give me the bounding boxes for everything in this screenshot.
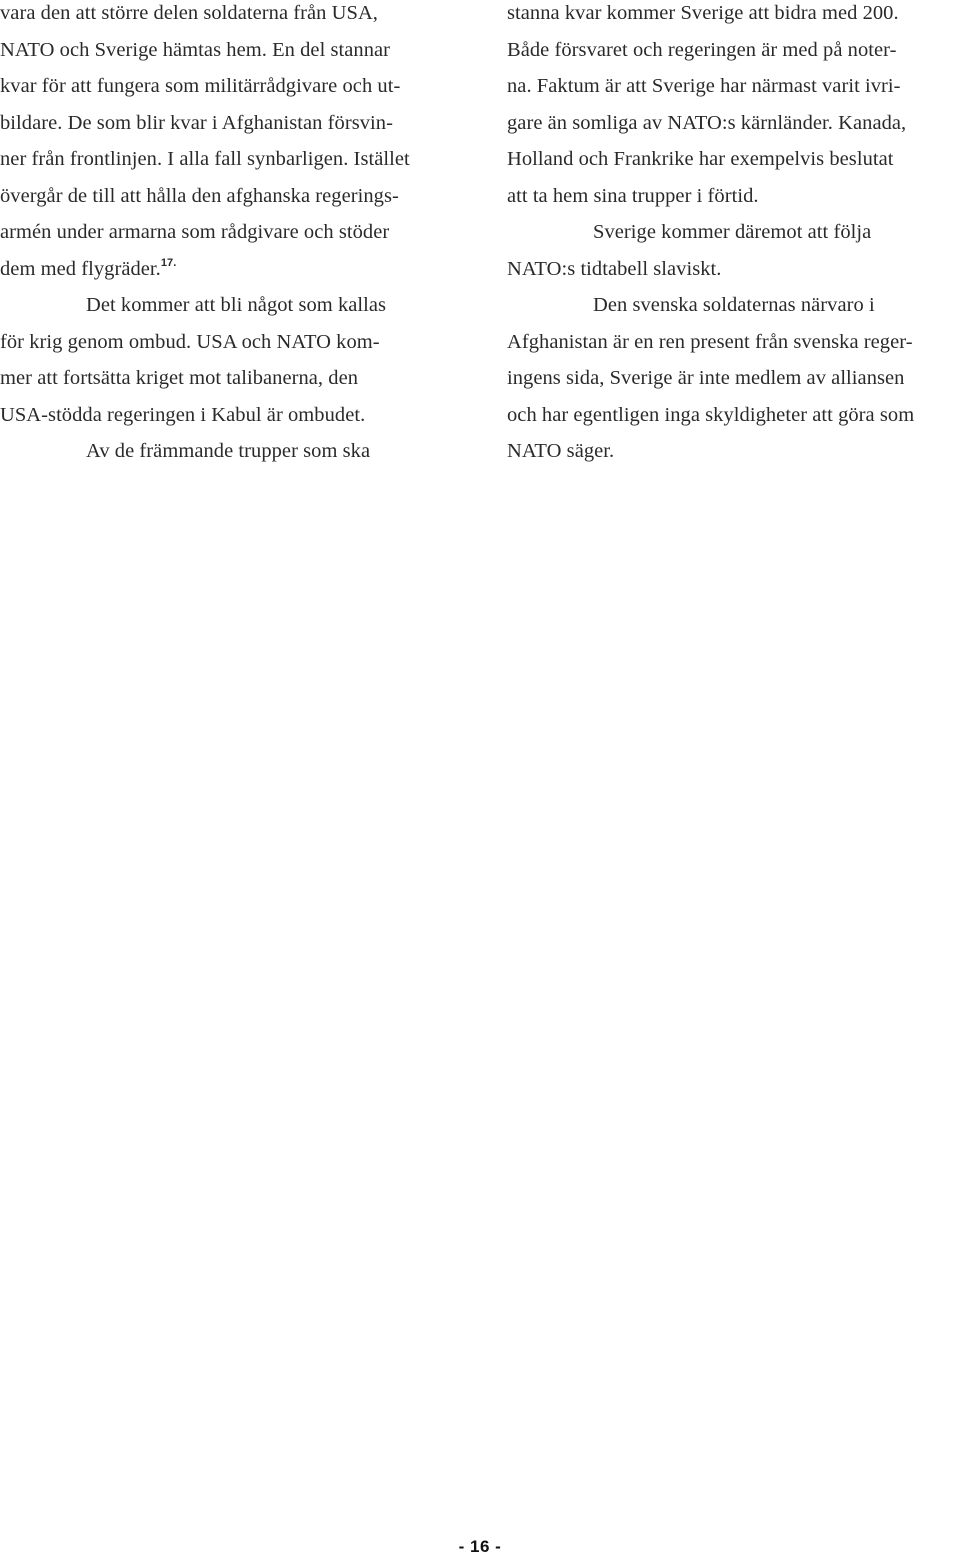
text-line: och har egentligen inga skyldigheter att göra som xyxy=(507,403,915,426)
paragraph-start-line: Sverige kommer däremot att följa xyxy=(593,221,872,243)
paragraph-start-line: Det kommer att bli något som kallas xyxy=(86,294,387,316)
right-text-column xyxy=(507,0,960,475)
paragraph-start-line: Av de främmande trupper som ska xyxy=(86,440,371,462)
text-line: NATO och Sverige hämtas hem. En del stannar xyxy=(0,38,391,61)
text-fragment: dem med flygräder. xyxy=(0,257,161,280)
text-line: na. Faktum är att Sverige har närmast varit ivri- xyxy=(507,75,901,97)
text-line: vara den att större delen soldaterna från USA, xyxy=(0,2,378,24)
paragraph-start-line: Den svenska soldaternas närvaro i xyxy=(593,294,875,316)
text-line: Afghanistan är en ren present från svenska reger- xyxy=(507,330,913,353)
text-line: mer att fortsätta kriget mot talibanerna, den xyxy=(0,367,359,389)
text-line: NATO:s tidtabell slaviskt. xyxy=(507,257,722,280)
text-line: för krig genom ombud. USA och NATO kom- xyxy=(0,330,380,353)
text-line: Holland och Frankrike har exempelvis beslutat xyxy=(507,148,894,170)
text-line: gare än somliga av NATO:s kärnländer. Kanada, xyxy=(507,111,907,134)
text-line: stanna kvar kommer Sverige att bidra med 200. xyxy=(507,2,899,24)
text-line: ingens sida, Sverige är inte medlem av alliansen xyxy=(507,367,905,389)
text-line: övergår de till att hålla den afghanska regerings- xyxy=(0,184,399,207)
text-line: kvar för att fungera som militärrådgivare och ut- xyxy=(0,75,401,97)
text-line: att ta hem sina trupper i förtid. xyxy=(507,184,759,207)
text-line: NATO säger. xyxy=(507,440,615,462)
left-text-column xyxy=(0,0,462,475)
text-line-with-footnote xyxy=(0,256,462,293)
text-line: ner från frontlinjen. I alla fall synbarligen. Istället xyxy=(0,148,410,170)
page-number: - 16 - xyxy=(458,1537,502,1556)
text-line: armén under armarna som rådgivare och stöder xyxy=(0,221,390,243)
text-line: bildare. De som blir kvar i Afghanistan försvin- xyxy=(0,111,393,134)
text-line: Både försvaret och regeringen är med på noter- xyxy=(507,38,897,61)
text-line: USA-stödda regeringen i Kabul är ombudet. xyxy=(0,403,366,426)
footnote-reference: 17. xyxy=(160,256,177,269)
